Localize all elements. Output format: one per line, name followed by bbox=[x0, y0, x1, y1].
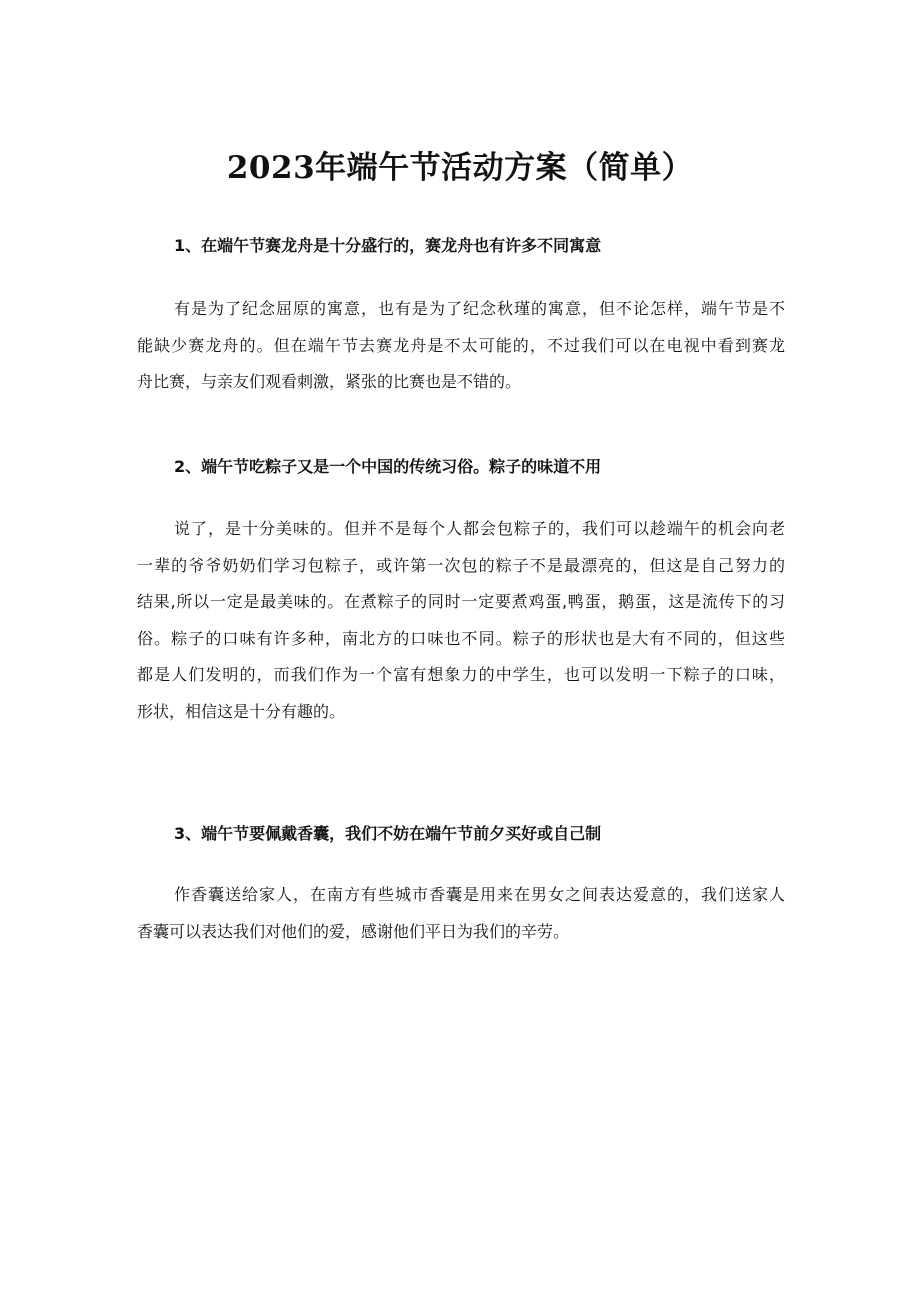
section-heading-3: 3、端午节要佩戴香囊，我们不妨在端午节前夕买好或自己制 bbox=[174, 824, 602, 843]
paragraph-line: 都是人们发明的，而我们作为一个富有想象力的中学生，也可以发明一下粽子的口味， bbox=[137, 665, 785, 684]
paragraph-line: 结果,所以一定是最美味的。在煮粽子的同时一定要煮鸡蛋,鸭蛋，鹅蛋，这是流传下的习 bbox=[137, 592, 785, 611]
paragraph-line: 形状，相信这是十分有趣的。 bbox=[137, 701, 346, 721]
paragraph-line: 一辈的爷爷奶奶们学习包粽子，或许第一次包的粽子不是最漂亮的，但这是自己努力的 bbox=[137, 555, 785, 575]
paragraph-line: 有是为了纪念屈原的寓意，也有是为了纪念秋瑾的寓意，但不论怎样，端午节是不 bbox=[174, 299, 785, 318]
page-title: 2023年端午节活动方案（简单） bbox=[226, 150, 694, 186]
paragraph-line: 能缺少赛龙舟的。但在端午节去赛龙舟是不太可能的，不过我们可以在电视中看到赛龙 bbox=[137, 335, 785, 355]
paragraph-line: 作香囊送给家人，在南方有些城市香囊是用来在男女之间表达爱意的，我们送家人 bbox=[174, 885, 785, 904]
paragraph-line: 香囊可以表达我们对他们的爱，感谢他们平日为我们的辛劳。 bbox=[137, 921, 570, 941]
paragraph-line: 俗。粽子的口味有许多种，南北方的口味也不同。粽子的形状也是大有不同的，但这些 bbox=[137, 628, 785, 648]
section-heading-1: 1、在端午节赛龙舟是十分盛行的，赛龙舟也有许多不同寓意 bbox=[174, 236, 602, 255]
section-paragraph-3 bbox=[137, 877, 785, 950]
section-paragraph-1 bbox=[137, 291, 785, 401]
paragraph-line: 说了，是十分美味的。但并不是每个人都会包粽子的，我们可以趁端午的机会向老 bbox=[174, 519, 785, 538]
paragraph-line: 舟比赛，与亲友们观看刺激，紧张的比赛也是不错的。 bbox=[137, 372, 522, 391]
section-heading-2: 2、端午节吃粽子又是一个中国的传统习俗。粽子的味道不用 bbox=[174, 457, 602, 476]
section-paragraph-2 bbox=[137, 511, 785, 730]
